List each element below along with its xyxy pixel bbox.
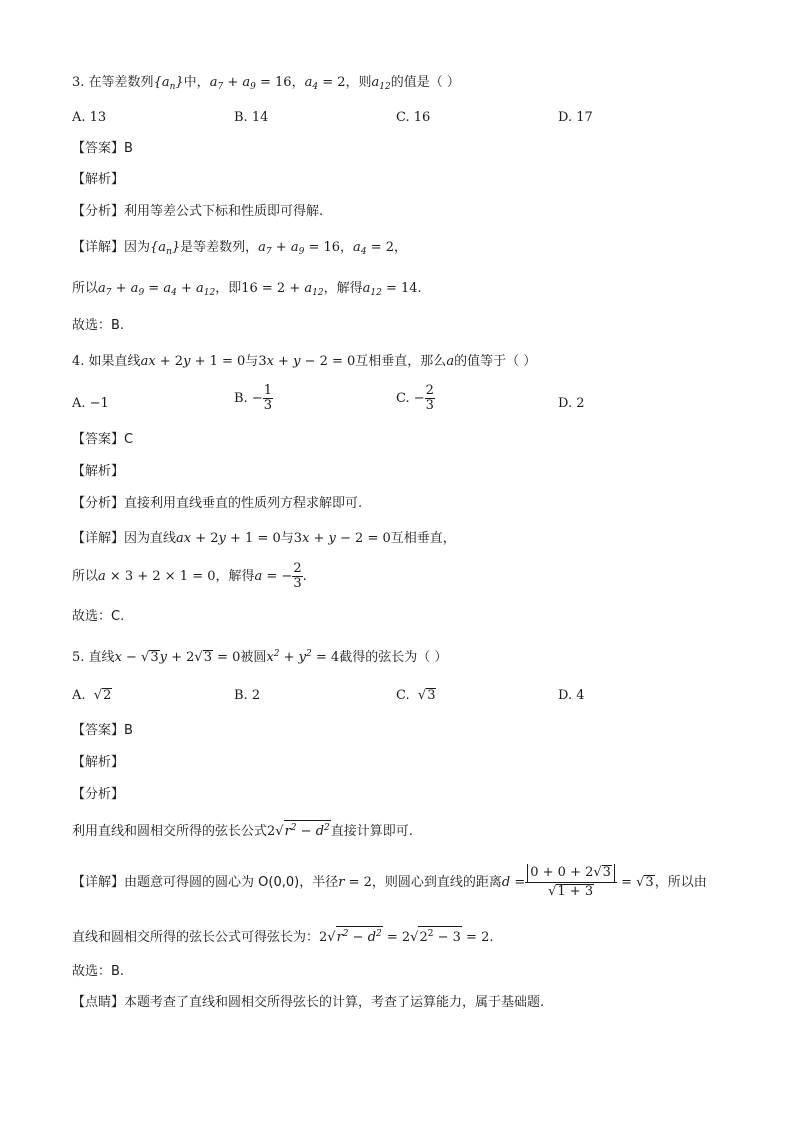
q3-answer: 【答案】B <box>72 141 133 156</box>
q5-answer: 【答案】B <box>72 723 133 738</box>
q5-option-a: A. √2 <box>72 688 112 703</box>
q4-option-c: C. − $\frac{2}{3}$ <box>396 383 434 413</box>
q5-fenxi-tag: 【分析】 <box>72 787 125 802</box>
q4-analysis-tag: 【解析】 <box>72 464 125 479</box>
q5-option-d: D. 4 <box>558 688 585 703</box>
q3-fenxi: 【分析】利用等差公式下标和性质即可得解. <box>72 204 324 219</box>
q5-analysis-tag: 【解析】 <box>72 755 125 770</box>
q4-option-b: B. − $\frac{1}{3}$ <box>234 383 272 413</box>
q3-analysis-tag: 【解析】 <box>72 172 125 187</box>
q5-stem: 5. 直线x − √3y + 2√3 = 0被圆$x^2 + y^2 = 4$截得的弦长为（ ） <box>72 649 448 665</box>
q4-option-d: D. 2 <box>558 396 585 411</box>
q3-stem: 3. 在等差数列$\{a_n\}$中，$a_7 + a_9 = 16$，$a_4 = 2$，则$a_{12}$的值是（ ） <box>72 75 460 92</box>
q3-conclusion: 故选：B. <box>72 318 125 333</box>
q5-option-b: B. 2 <box>234 688 261 703</box>
q4-answer: 【答案】C <box>72 432 134 447</box>
q3-detail: 【详解】因为$\{a_n\}$是等差数列，$a_7 + a_9 = 16$，$a_4 = 2$， <box>72 240 407 257</box>
q5-option-c: C. √3 <box>396 688 436 703</box>
q4-conclusion: 故选：C. <box>72 609 125 624</box>
q3-option-c: C. 16 <box>396 110 431 125</box>
q4-number: 4. <box>72 354 85 369</box>
q3-option-a: A. 13 <box>72 110 107 125</box>
q4-stem: 4. 如果直线ax + 2y + 1 = 0与3x + y − 2 = 0互相垂直，那么a的值等于（ ） <box>72 354 537 369</box>
q5-detail-line2: 直线和圆相交所得的弦长公式可得弦长为：$2√r^2 - d^2 = 2√2^2 - 3 = 2$. <box>72 926 494 948</box>
q3-number: 3. <box>72 75 85 90</box>
q5-conclusion: 故选：B. <box>72 964 125 979</box>
q4-fenxi: 【分析】直接利用直线垂直的性质列方程求解即可. <box>72 496 363 511</box>
q3-detail-line2: 所以$a_7 + a_9 = a_4 + a_{12}$，即$16 = 2 + a_{12}$，解得$a_{12} = 14$. <box>72 281 422 298</box>
q3-option-b: B. 14 <box>234 110 269 125</box>
q5-detail: 【详解】由题意可得圆的圆心为 O(0,0)，半径r = 2，则圆心到直线的距离d = $\frac{0 + 0 + 2√3}{√1 + 3}$ = √3，所以由 <box>72 865 707 899</box>
q4-detail: 【详解】因为直线ax + 2y + 1 = 0与3x + y − 2 = 0互相垂直， <box>72 531 456 546</box>
q4-option-a: A. −1 <box>72 396 109 411</box>
q4-detail-line2: 所以a × 3 + 2 × 1 = 0，解得a = − $\frac{2}{3}$ . <box>72 561 307 591</box>
q5-number: 5. <box>72 650 85 665</box>
q5-comment: 【点睛】本题考查了直线和圆相交所得弦长的计算，考查了运算能力，属于基础题. <box>72 995 545 1010</box>
q3-option-d: D. 17 <box>558 110 593 125</box>
q5-fenxi: 利用直线和圆相交所得的弦长公式$2√r^2 - d^2$直接计算即可. <box>72 820 413 842</box>
